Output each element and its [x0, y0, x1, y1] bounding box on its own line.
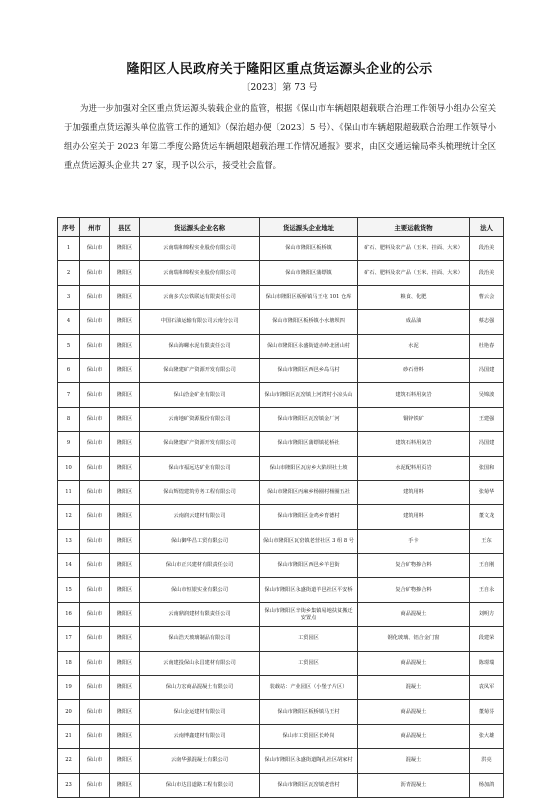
cell-company-name: 保山浩天玻璃制品有限公司	[140, 627, 260, 651]
cell-prefecture: 保山市	[80, 480, 110, 504]
enterprise-table	[57, 217, 504, 798]
cell-company-address: 保山市隆阳区瓦窑镇上河湾村小凉头山	[260, 383, 358, 407]
cell-prefecture: 保山市	[80, 651, 110, 675]
cell-prefecture: 保山市	[80, 237, 110, 261]
cell-county: 隆阳区	[110, 334, 140, 358]
cell-goods: 复合矿物掺合料	[358, 578, 470, 602]
cell-index: 22	[58, 749, 80, 773]
cell-company-name: 保山市达昌道路工程有限公司	[140, 773, 260, 797]
header-index: 序号	[58, 218, 80, 237]
cell-index: 1	[58, 237, 80, 261]
cell-goods: 矿石、肥料及农产品（玉米、挂面、大米）	[358, 237, 470, 261]
intro-paragraph	[64, 99, 496, 175]
cell-goods: 手卡	[358, 529, 470, 553]
cell-goods: 商品混凝土	[358, 724, 470, 748]
cell-company-name: 保山市恒银实业有限公司	[140, 578, 260, 602]
header-company-address: 货运源头企业地址	[260, 218, 358, 237]
cell-company-name: 保山隆建矿产资源开发有限公司	[140, 358, 260, 382]
table-row	[58, 773, 504, 797]
cell-company-address: 保山市隆阳区瓦窑镇金厂河	[260, 407, 358, 431]
cell-index: 17	[58, 627, 80, 651]
cell-company-name: 云南瑞和锦程实业股份有限公司	[140, 261, 260, 285]
document-title: 隆阳区人民政府关于隆阳区重点货运源头企业的公示	[126, 62, 433, 77]
cell-prefecture: 保山市	[80, 749, 110, 773]
table-row	[58, 724, 504, 748]
cell-company-address: 保山市隆阳区蒲缥镇花桥社	[260, 432, 358, 456]
table-row	[58, 651, 504, 675]
cell-company-name: 云南建投保山永昌建材有限公司	[140, 651, 260, 675]
cell-legal-person: 张菊华	[470, 480, 504, 504]
cell-index: 12	[58, 505, 80, 529]
table-row	[58, 334, 504, 358]
cell-legal-person: 王自刚	[470, 554, 504, 578]
cell-prefecture: 保山市	[80, 407, 110, 431]
table-row	[58, 261, 504, 285]
cell-company-address: 保山市隆阳区永盛街道赤岭北团山村	[260, 334, 358, 358]
table-row	[58, 505, 504, 529]
cell-goods: 铜锌铁矿	[358, 407, 470, 431]
cell-company-address: 保山市工贸园区长岭岗	[260, 724, 358, 748]
cell-legal-person: 冯国建	[470, 432, 504, 456]
cell-legal-person: 王东	[470, 529, 504, 553]
cell-county: 隆阳区	[110, 554, 140, 578]
cell-index: 19	[58, 676, 80, 700]
cell-county: 隆阳区	[110, 456, 140, 480]
cell-county: 隆阳区	[110, 505, 140, 529]
cell-company-address: 工贸园区	[260, 651, 358, 675]
cell-company-address: 工贸园区	[260, 627, 358, 651]
cell-index: 16	[58, 602, 80, 626]
cell-legal-person: 吴锦波	[470, 383, 504, 407]
cell-prefecture: 保山市	[80, 358, 110, 382]
cell-company-name: 保山辉煌建筑劳务工程有限公司	[140, 480, 260, 504]
cell-goods: 建筑用料	[358, 480, 470, 504]
cell-goods: 建筑石料用灰岩	[358, 383, 470, 407]
cell-company-address: 装载站：产业园区（小堡子片区）	[260, 676, 358, 700]
cell-prefecture: 保山市	[80, 578, 110, 602]
header-goods: 主要运载货物	[358, 218, 470, 237]
cell-index: 13	[58, 529, 80, 553]
cell-prefecture: 保山市	[80, 529, 110, 553]
cell-goods: 商品混凝土	[358, 700, 470, 724]
cell-legal-person: 段治美	[470, 237, 504, 261]
table-row	[58, 676, 504, 700]
cell-company-name: 云南地矿资源股份有限公司	[140, 407, 260, 431]
cell-legal-person: 段治美	[470, 261, 504, 285]
header-legal-person: 法人	[470, 218, 504, 237]
cell-county: 隆阳区	[110, 407, 140, 431]
cell-company-address: 保山市隆阳区蒲缥镇	[260, 261, 358, 285]
cell-company-name: 保山金运建材有限公司	[140, 700, 260, 724]
table-row	[58, 407, 504, 431]
cell-index: 8	[58, 407, 80, 431]
cell-goods: 建筑用料	[358, 505, 470, 529]
cell-company-name: 云南瑞和锦程实业股份有限公司	[140, 237, 260, 261]
table-row	[58, 602, 504, 626]
cell-company-name: 保山市福远达矿业有限公司	[140, 456, 260, 480]
cell-prefecture: 保山市	[80, 724, 110, 748]
cell-company-address: 保山市隆阳区西邑乡羊邑街	[260, 554, 358, 578]
cell-county: 隆阳区	[110, 261, 140, 285]
cell-prefecture: 保山市	[80, 700, 110, 724]
cell-company-name: 云南多式公铁联运有限责任公司	[140, 285, 260, 309]
table-header-row	[58, 218, 504, 237]
cell-company-address: 保山市隆阳区丙麻乡杨圈村杨圈五社	[260, 480, 358, 504]
cell-company-name: 保山洽金矿业有限公司	[140, 383, 260, 407]
cell-goods: 混凝土	[358, 676, 470, 700]
header-prefecture: 州市	[80, 218, 110, 237]
cell-index: 2	[58, 261, 80, 285]
table-row	[58, 310, 504, 334]
cell-index: 18	[58, 651, 80, 675]
cell-legal-person: 袁凤军	[470, 676, 504, 700]
cell-index: 15	[58, 578, 80, 602]
header-county: 县区	[110, 218, 140, 237]
cell-goods: 钢化玻璃、铝合金门窗	[358, 627, 470, 651]
cell-goods: 成品油	[358, 310, 470, 334]
table-row	[58, 358, 504, 382]
cell-goods: 水泥	[358, 334, 470, 358]
cell-index: 20	[58, 700, 80, 724]
cell-legal-person: 曹云会	[470, 285, 504, 309]
cell-company-address: 保山市隆阳区西邑乡岛马村	[260, 358, 358, 382]
cell-legal-person: 王自永	[470, 578, 504, 602]
cell-index: 5	[58, 334, 80, 358]
cell-prefecture: 保山市	[80, 456, 110, 480]
cell-legal-person: 杜艳春	[470, 334, 504, 358]
cell-goods: 粮食、化肥	[358, 285, 470, 309]
cell-company-name: 保山隆建矿产资源开发有限公司	[140, 432, 260, 456]
table-row	[58, 456, 504, 480]
table-row	[58, 749, 504, 773]
cell-county: 隆阳区	[110, 383, 140, 407]
cell-prefecture: 保山市	[80, 432, 110, 456]
cell-company-address: 保山市隆阳区板桥镇小水塘坝四	[260, 310, 358, 334]
cell-legal-person: 董菊芬	[470, 700, 504, 724]
cell-county: 隆阳区	[110, 724, 140, 748]
cell-county: 隆阳区	[110, 602, 140, 626]
cell-goods: 复合矿物掺合料	[358, 554, 470, 578]
cell-index: 21	[58, 724, 80, 748]
cell-county: 隆阳区	[110, 358, 140, 382]
cell-county: 隆阳区	[110, 700, 140, 724]
cell-prefecture: 保山市	[80, 261, 110, 285]
cell-prefecture: 保山市	[80, 676, 110, 700]
cell-prefecture: 保山市	[80, 383, 110, 407]
cell-county: 隆阳区	[110, 749, 140, 773]
cell-legal-person: 洪亮	[470, 749, 504, 773]
cell-legal-person: 杨加鸽	[470, 773, 504, 797]
cell-company-address: 保山市隆阳区金鸡乡育德村	[260, 505, 358, 529]
cell-goods: 商品混凝土	[358, 651, 470, 675]
cell-county: 隆阳区	[110, 627, 140, 651]
cell-index: 7	[58, 383, 80, 407]
cell-index: 14	[58, 554, 80, 578]
cell-company-name: 云南润云建材有限公司	[140, 505, 260, 529]
cell-index: 11	[58, 480, 80, 504]
cell-company-name: 云南华强混凝土有限公司	[140, 749, 260, 773]
cell-company-name: 云南鼎润建材有限责任公司	[140, 602, 260, 626]
cell-company-name: 保山御华昌工贸有限公司	[140, 529, 260, 553]
table-row	[58, 285, 504, 309]
cell-company-address: 保山市隆阳区永盛街道羊邑社区平安桥	[260, 578, 358, 602]
cell-index: 6	[58, 358, 80, 382]
table-row	[58, 627, 504, 651]
cell-county: 隆阳区	[110, 480, 140, 504]
table-row	[58, 383, 504, 407]
cell-legal-person: 蔡志强	[470, 310, 504, 334]
table-row	[58, 237, 504, 261]
cell-legal-person: 刘明方	[470, 602, 504, 626]
cell-legal-person: 张国和	[470, 456, 504, 480]
table-row	[58, 578, 504, 602]
cell-goods: 建筑石料用灰岩	[358, 432, 470, 456]
table-body	[58, 237, 504, 798]
cell-index: 23	[58, 773, 80, 797]
cell-legal-person: 张大雄	[470, 724, 504, 748]
cell-company-name: 保山力宏商品混凝土有限公司	[140, 676, 260, 700]
cell-county: 隆阳区	[110, 310, 140, 334]
cell-legal-person: 段建荣	[470, 627, 504, 651]
document-number: 〔2023〕第 73 号	[241, 83, 318, 93]
cell-prefecture: 保山市	[80, 285, 110, 309]
cell-goods: 矿石、肥料及农产品（玉米、挂面、大米）	[358, 261, 470, 285]
cell-index: 9	[58, 432, 80, 456]
cell-county: 隆阳区	[110, 237, 140, 261]
cell-prefecture: 保山市	[80, 505, 110, 529]
cell-legal-person: 冯国建	[470, 358, 504, 382]
table-row	[58, 554, 504, 578]
cell-company-address: 保山市隆阳区板桥镇马王屯 101 仓库	[260, 285, 358, 309]
cell-company-address: 保山市隆阳区板桥镇	[260, 237, 358, 261]
cell-county: 隆阳区	[110, 676, 140, 700]
cell-goods: 水泥配料用页岩	[358, 456, 470, 480]
cell-legal-person: 董文龙	[470, 505, 504, 529]
cell-county: 隆阳区	[110, 651, 140, 675]
cell-company-address: 保山市隆阳区瓦房乡大陷坝社土坡	[260, 456, 358, 480]
cell-index: 3	[58, 285, 80, 309]
table-row	[58, 700, 504, 724]
cell-company-address: 保山市隆阳区瓦窑镇老营村	[260, 773, 358, 797]
cell-goods: 沥青混凝土	[358, 773, 470, 797]
cell-company-address: 保山市隆阳区板桥镇马王村	[260, 700, 358, 724]
cell-prefecture: 保山市	[80, 773, 110, 797]
cell-prefecture: 保山市	[80, 627, 110, 651]
cell-prefecture: 保山市	[80, 310, 110, 334]
intro-text: 为进一步加强对全区重点货运源头装载企业的监管，根据《保山市车辆超限超载联合治理工作领导小组办公室关于加强重点货运源头单位监管工作的通知》（保治超办便〔2023〕5 号）、《保山市车辆超限超载联合治理工作领导小组办公室关于 2023 年第二季度公路货运车辆超限超载治理工作情况通报》要求，由区交通运输局牵头梳理统计全区重点货运源头企业共 27 家，现予以公示，接受社会监督。	[64, 103, 496, 170]
cell-company-address: 保山市隆阳区辛街乡集镇易地扶贫搬迁安置点	[260, 602, 358, 626]
cell-company-name: 保山市正兴建材有限责任公司	[140, 554, 260, 578]
table-row	[58, 480, 504, 504]
cell-legal-person: 王建强	[470, 407, 504, 431]
cell-legal-person: 陈璟瑞	[470, 651, 504, 675]
cell-goods: 砂石骨料	[358, 358, 470, 382]
cell-company-name: 云南博鑫建材有限公司	[140, 724, 260, 748]
cell-goods: 商品混凝土	[358, 602, 470, 626]
cell-company-address: 保山市隆阳区瓦窑镇老营社区 3 组 8 号	[260, 529, 358, 553]
cell-company-name: 保山海螺水泥有限责任公司	[140, 334, 260, 358]
cell-county: 隆阳区	[110, 773, 140, 797]
header-company-name: 货运源头企业名称	[140, 218, 260, 237]
cell-goods: 混凝土	[358, 749, 470, 773]
cell-prefecture: 保山市	[80, 334, 110, 358]
cell-county: 隆阳区	[110, 285, 140, 309]
cell-company-name: 中国石油运输有限公司云南分公司	[140, 310, 260, 334]
cell-index: 10	[58, 456, 80, 480]
cell-prefecture: 保山市	[80, 554, 110, 578]
cell-county: 隆阳区	[110, 432, 140, 456]
cell-index: 4	[58, 310, 80, 334]
cell-company-address: 保山市隆阳区永盛街道陶孔社区胡家村	[260, 749, 358, 773]
cell-county: 隆阳区	[110, 529, 140, 553]
cell-county: 隆阳区	[110, 578, 140, 602]
cell-prefecture: 保山市	[80, 602, 110, 626]
table-row	[58, 529, 504, 553]
table-row	[58, 432, 504, 456]
